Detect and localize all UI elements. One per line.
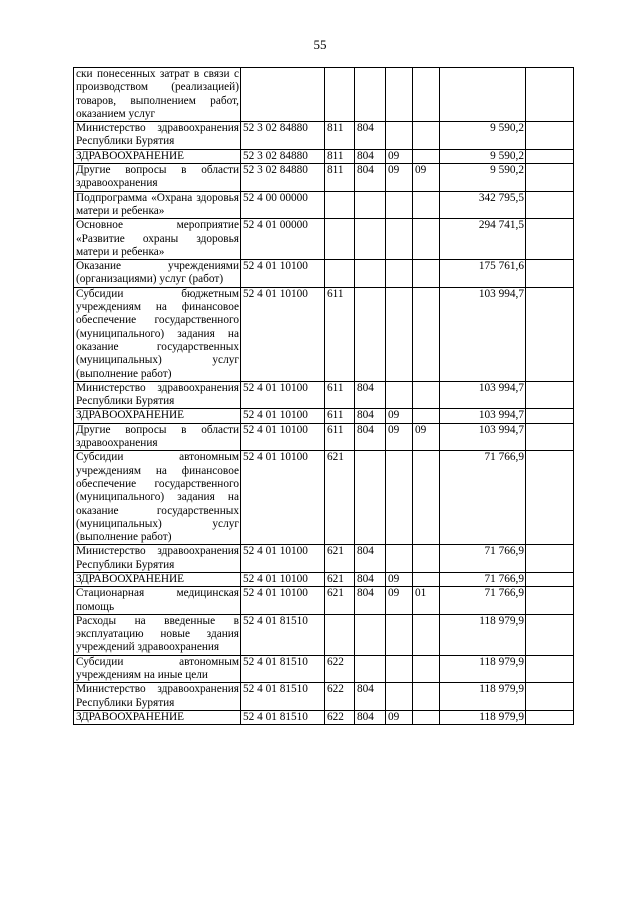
amount: 9 590,2	[440, 149, 526, 163]
ministry-code: 804	[355, 710, 386, 724]
budget-item-name: Другие вопросы в области здравоохранения	[74, 423, 241, 451]
section-code: 09	[386, 710, 413, 724]
expense-type-code: 621	[325, 545, 355, 573]
table-row	[74, 614, 574, 655]
amount: 103 994,7	[440, 381, 526, 409]
section-code	[386, 545, 413, 573]
target-article-code: 52 4 01 81510	[241, 683, 325, 711]
table-body	[74, 68, 574, 725]
amount: 71 766,9	[440, 572, 526, 586]
empty-column-cell	[526, 423, 574, 451]
empty-column-cell	[526, 287, 574, 381]
ministry-code	[355, 614, 386, 655]
table-row	[74, 545, 574, 573]
expense-type-code: 622	[325, 655, 355, 683]
target-article-code: 52 4 01 81510	[241, 655, 325, 683]
target-article-code: 52 4 01 81510	[241, 614, 325, 655]
ministry-code: 804	[355, 423, 386, 451]
expense-type-code: 811	[325, 122, 355, 150]
table-row	[74, 451, 574, 545]
budget-item-name: Министерство здравоохранения Республики Бурятия	[74, 545, 241, 573]
amount: 9 590,2	[440, 164, 526, 192]
subsection-code	[413, 614, 440, 655]
section-code: 09	[386, 149, 413, 163]
table-row	[74, 381, 574, 409]
target-article-code: 52 3 02 84880	[241, 122, 325, 150]
subsection-code	[413, 655, 440, 683]
empty-column-cell	[526, 655, 574, 683]
expense-type-code	[325, 219, 355, 260]
section-code	[386, 381, 413, 409]
section-code	[386, 122, 413, 150]
section-code	[386, 260, 413, 288]
subsection-code	[413, 381, 440, 409]
empty-column-cell	[526, 614, 574, 655]
empty-column-cell	[526, 260, 574, 288]
empty-column-cell	[526, 587, 574, 615]
budget-item-name: Субсидии бюджетным учреждениям на финансовое обеспечение государственного (муниципального) задания на оказание государственных (муниципальных) услуг (выполнение работ)	[74, 287, 241, 381]
subsection-code: 09	[413, 164, 440, 192]
table-row	[74, 68, 574, 122]
subsection-code: 09	[413, 423, 440, 451]
target-article-code: 52 3 02 84880	[241, 149, 325, 163]
budget-item-name: Подпрограмма «Охрана здоровья матери и ребенка»	[74, 191, 241, 219]
empty-column-cell	[526, 68, 574, 122]
budget-item-name: Основное мероприятие «Развитие охраны здоровья матери и ребенка»	[74, 219, 241, 260]
ministry-code	[355, 260, 386, 288]
empty-column-cell	[526, 219, 574, 260]
amount: 71 766,9	[440, 545, 526, 573]
target-article-code: 52 4 01 10100	[241, 409, 325, 423]
section-code	[386, 451, 413, 545]
amount: 71 766,9	[440, 587, 526, 615]
subsection-code	[413, 122, 440, 150]
subsection-code	[413, 451, 440, 545]
subsection-code	[413, 149, 440, 163]
table-row	[74, 122, 574, 150]
subsection-code	[413, 572, 440, 586]
amount: 118 979,9	[440, 710, 526, 724]
amount: 294 741,5	[440, 219, 526, 260]
ministry-code	[355, 68, 386, 122]
expense-type-code: 611	[325, 409, 355, 423]
ministry-code: 804	[355, 572, 386, 586]
table-row	[74, 164, 574, 192]
section-code	[386, 68, 413, 122]
budget-item-name: Оказание учреждениями (организациями) услуг (работ)	[74, 260, 241, 288]
target-article-code	[241, 68, 325, 122]
ministry-code: 804	[355, 409, 386, 423]
section-code: 09	[386, 409, 413, 423]
target-article-code: 52 4 00 00000	[241, 191, 325, 219]
budget-item-name: Расходы на введенные в эксплуатацию новые здания учреждений здравоохранения	[74, 614, 241, 655]
table-row	[74, 191, 574, 219]
subsection-code	[413, 68, 440, 122]
amount: 103 994,7	[440, 409, 526, 423]
table-row	[74, 572, 574, 586]
table-row	[74, 149, 574, 163]
ministry-code: 804	[355, 164, 386, 192]
expense-type-code	[325, 191, 355, 219]
section-code	[386, 614, 413, 655]
page-number: 55	[313, 37, 327, 52]
empty-column-cell	[526, 710, 574, 724]
ministry-code: 804	[355, 122, 386, 150]
expense-type-code: 611	[325, 381, 355, 409]
budget-item-name: Стационарная медицинская помощь	[74, 587, 241, 615]
budget-item-name: Субсидии автономным учреждениям на иные цели	[74, 655, 241, 683]
ministry-code: 804	[355, 545, 386, 573]
amount: 71 766,9	[440, 451, 526, 545]
ministry-code	[355, 219, 386, 260]
target-article-code: 52 4 01 10100	[241, 381, 325, 409]
budget-item-name: ЗДРАВООХРАНЕНИЕ	[74, 409, 241, 423]
expense-type-code: 811	[325, 149, 355, 163]
ministry-code: 804	[355, 683, 386, 711]
amount: 342 795,5	[440, 191, 526, 219]
section-code: 09	[386, 587, 413, 615]
expense-type-code: 622	[325, 710, 355, 724]
target-article-code: 52 3 02 84880	[241, 164, 325, 192]
expense-type-code: 811	[325, 164, 355, 192]
target-article-code: 52 4 01 10100	[241, 287, 325, 381]
expense-type-code: 621	[325, 587, 355, 615]
empty-column-cell	[526, 451, 574, 545]
target-article-code: 52 4 01 10100	[241, 545, 325, 573]
subsection-code	[413, 191, 440, 219]
section-code: 09	[386, 164, 413, 192]
amount	[440, 68, 526, 122]
subsection-code	[413, 409, 440, 423]
ministry-code: 804	[355, 587, 386, 615]
target-article-code: 52 4 01 10100	[241, 423, 325, 451]
table-row	[74, 219, 574, 260]
ministry-code	[355, 287, 386, 381]
empty-column-cell	[526, 164, 574, 192]
expense-type-code: 622	[325, 683, 355, 711]
subsection-code	[413, 545, 440, 573]
ministry-code	[355, 655, 386, 683]
expense-type-code: 621	[325, 572, 355, 586]
table-row	[74, 655, 574, 683]
section-code: 09	[386, 572, 413, 586]
budget-item-name: ски понесенных затрат в связи с производством (реализацией) товаров, выполнением работ, оказанием услуг	[74, 68, 241, 122]
target-article-code: 52 4 01 10100	[241, 572, 325, 586]
empty-column-cell	[526, 545, 574, 573]
expense-type-code: 611	[325, 287, 355, 381]
target-article-code: 52 4 01 00000	[241, 219, 325, 260]
amount: 103 994,7	[440, 423, 526, 451]
empty-column-cell	[526, 572, 574, 586]
ministry-code: 804	[355, 381, 386, 409]
empty-column-cell	[526, 409, 574, 423]
subsection-code	[413, 219, 440, 260]
target-article-code: 52 4 01 10100	[241, 587, 325, 615]
empty-column-cell	[526, 191, 574, 219]
target-article-code: 52 4 01 10100	[241, 260, 325, 288]
budget-item-name: ЗДРАВООХРАНЕНИЕ	[74, 710, 241, 724]
expense-type-code: 611	[325, 423, 355, 451]
amount: 118 979,9	[440, 655, 526, 683]
budget-item-name: Министерство здравоохранения Республики Бурятия	[74, 381, 241, 409]
section-code	[386, 219, 413, 260]
budget-item-name: Министерство здравоохранения Республики Бурятия	[74, 122, 241, 150]
ministry-code	[355, 451, 386, 545]
subsection-code	[413, 710, 440, 724]
expense-type-code	[325, 614, 355, 655]
table-row	[74, 710, 574, 724]
ministry-code: 804	[355, 149, 386, 163]
subsection-code	[413, 260, 440, 288]
empty-column-cell	[526, 122, 574, 150]
expense-type-code	[325, 68, 355, 122]
target-article-code: 52 4 01 81510	[241, 710, 325, 724]
empty-column-cell	[526, 149, 574, 163]
section-code	[386, 655, 413, 683]
subsection-code	[413, 287, 440, 381]
ministry-code	[355, 191, 386, 219]
amount: 9 590,2	[440, 122, 526, 150]
table-row	[74, 587, 574, 615]
table-row	[74, 423, 574, 451]
budget-item-name: ЗДРАВООХРАНЕНИЕ	[74, 149, 241, 163]
amount: 175 761,6	[440, 260, 526, 288]
table-row	[74, 287, 574, 381]
section-code	[386, 191, 413, 219]
expense-type-code: 621	[325, 451, 355, 545]
table-row	[74, 683, 574, 711]
budget-item-name: Министерство здравоохранения Республики Бурятия	[74, 683, 241, 711]
section-code: 09	[386, 423, 413, 451]
budget-item-name: Другие вопросы в области здравоохранения	[74, 164, 241, 192]
table-row	[74, 409, 574, 423]
empty-column-cell	[526, 381, 574, 409]
budget-item-name: ЗДРАВООХРАНЕНИЕ	[74, 572, 241, 586]
amount: 118 979,9	[440, 614, 526, 655]
budget-item-name: Субсидии автономным учреждениям на финансовое обеспечение государственного (муниципального) задания на оказание государственных (муниципальных) услуг (выполнение работ)	[74, 451, 241, 545]
subsection-code: 01	[413, 587, 440, 615]
section-code	[386, 683, 413, 711]
table-row	[74, 260, 574, 288]
target-article-code: 52 4 01 10100	[241, 451, 325, 545]
amount: 118 979,9	[440, 683, 526, 711]
section-code	[386, 287, 413, 381]
empty-column-cell	[526, 683, 574, 711]
subsection-code	[413, 683, 440, 711]
budget-table	[73, 67, 574, 725]
amount: 103 994,7	[440, 287, 526, 381]
expense-type-code	[325, 260, 355, 288]
